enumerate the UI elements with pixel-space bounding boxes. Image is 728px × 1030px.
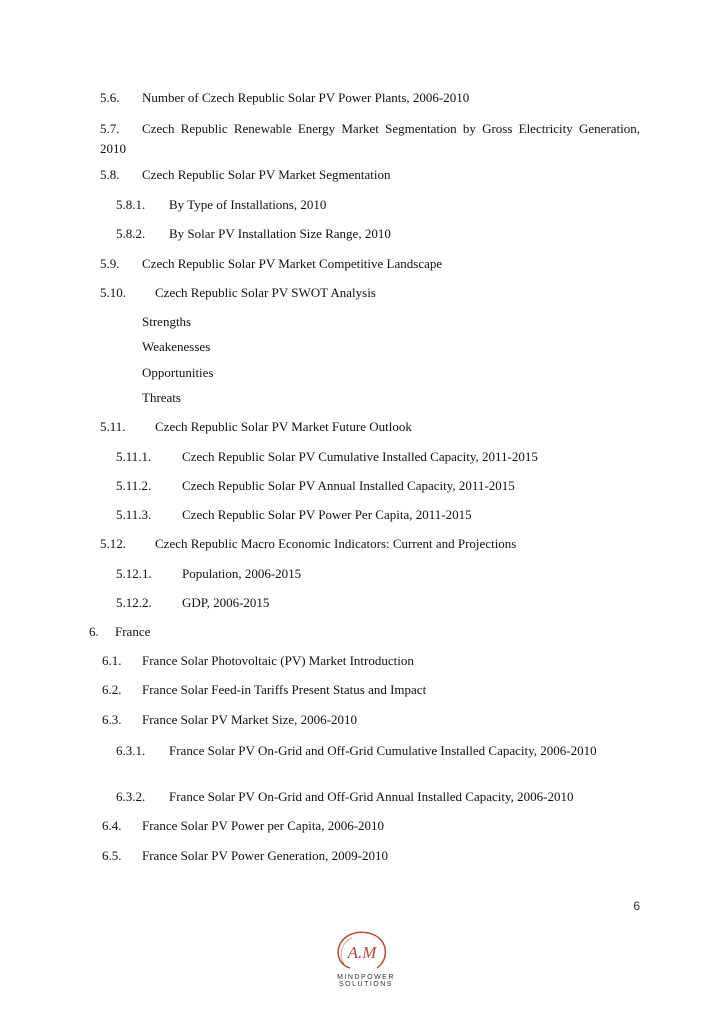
toc-entry-number: 5.11.1.: [116, 449, 152, 464]
toc-entry: [100, 256, 442, 272]
toc-subitem-title: Weakenesses: [142, 339, 211, 354]
toc-entry-number: 5.11.: [100, 419, 126, 434]
toc-entry-number: 6.2.: [102, 682, 122, 697]
toc-entry-title: Czech Republic Solar PV Market Future Outlook: [155, 419, 412, 434]
toc-entry-title: Czech Republic Solar PV Power Per Capita, 2011-2015: [182, 507, 472, 522]
company-logo: [330, 928, 394, 976]
toc-entry-title: France Solar PV On-Grid and Off-Grid Cumulative Installed Capacity, 2006-2010: [169, 743, 597, 758]
toc-entry-number: 5.8.: [100, 167, 120, 182]
toc-entry: [116, 566, 301, 582]
brand-name: MINDPOWER SOLUTIONS: [337, 974, 395, 988]
toc-entry-title: France Solar PV On-Grid and Off-Grid Annual Installed Capacity, 2006-2010: [169, 789, 574, 804]
toc-entry-title: France Solar Feed-in Tariffs Present Status and Impact: [142, 682, 427, 697]
toc-entry: [116, 507, 472, 523]
toc-subitem: [142, 390, 181, 406]
toc-entry-number: 5.12.2.: [116, 595, 152, 610]
toc-entry-number: 6.1.: [102, 653, 122, 668]
toc-entry: [116, 226, 391, 242]
toc-entry-number: 5.10.: [100, 285, 126, 300]
toc-entry-number: 6.3.2.: [116, 789, 146, 804]
toc-entry: [100, 119, 640, 159]
toc-entry-number: 6.3.1.: [116, 743, 146, 758]
toc-entry-number: 5.11.2.: [116, 478, 152, 493]
toc-entry: [102, 712, 357, 728]
toc-subitem-title: Opportunities: [142, 365, 214, 380]
toc-entry-title: France Solar Photovoltaic (PV) Market Introduction: [142, 653, 414, 668]
toc-entry-number: 5.8.2.: [116, 226, 146, 241]
toc-entry-number: 5.12.: [100, 536, 126, 551]
toc-entry-number: 6.4.: [102, 818, 122, 833]
toc-entry-title: France Solar PV Power per Capita, 2006-2010: [142, 818, 385, 833]
toc-entry: [102, 848, 388, 864]
toc-entry-number: 5.8.1.: [116, 197, 146, 212]
toc-entry: [116, 789, 574, 805]
toc-entry: [116, 449, 538, 465]
toc-entry-title: Population, 2006-2015: [182, 566, 302, 581]
toc-entry: [100, 419, 412, 435]
toc-chapter-title: France: [115, 624, 151, 639]
toc-entry: [100, 90, 469, 106]
toc-entry-title: Czech Republic Solar PV Annual Installed Capacity, 2011-2015: [182, 478, 515, 493]
toc-chapter: [89, 624, 150, 640]
toc-entry-title: France Solar PV Market Size, 2006-2010: [142, 712, 357, 727]
toc-entry-title: Czech Republic Solar PV Market Competitive Landscape: [142, 256, 443, 271]
toc-entry-title: Number of Czech Republic Solar PV Power Plants, 2006-2010: [142, 90, 470, 105]
toc-entry-title: By Solar PV Installation Size Range, 2010: [169, 226, 391, 241]
toc-subitem: [142, 314, 191, 330]
toc-entry-title: Czech Republic Solar PV Market Segmentation: [142, 167, 391, 182]
toc-entry-number: 6.3.: [102, 712, 122, 727]
toc-entry: [116, 197, 326, 213]
toc-subitem-title: Threats: [142, 390, 181, 405]
toc-entry-number: 5.7.: [100, 121, 120, 136]
toc-entry: [102, 818, 384, 834]
toc-subitem: [142, 365, 214, 381]
toc-entry-title: By Type of Installations, 2010: [169, 197, 327, 212]
toc-entry-title: Czech Republic Solar PV SWOT Analysis: [155, 285, 376, 300]
toc-chapter-number: 6.: [89, 624, 99, 639]
toc-entry-number: 5.6.: [100, 90, 120, 105]
toc-entry: [100, 167, 391, 183]
page-number: 6: [633, 899, 640, 913]
toc-entry: [116, 741, 640, 761]
toc-entry: [100, 536, 516, 552]
toc-entry-title: GDP, 2006-2015: [182, 595, 270, 610]
toc-entry-title: Czech Republic Renewable Energy Market Segmentation by Gross Electricity Generation, 2010: [100, 121, 640, 156]
toc-entry: [116, 478, 515, 494]
toc-entry-number: 5.9.: [100, 256, 120, 271]
toc-subitem-title: Strengths: [142, 314, 192, 329]
toc-entry-title: France Solar PV Power Generation, 2009-2010: [142, 848, 388, 863]
toc-entry-number: 6.5.: [102, 848, 122, 863]
toc-entry-number: 5.11.3.: [116, 507, 152, 522]
toc-entry-number: 5.12.1.: [116, 566, 152, 581]
logo-monogram: A.M: [347, 943, 377, 962]
toc-entry-title: Czech Republic Solar PV Cumulative Installed Capacity, 2011-2015: [182, 449, 538, 464]
toc-entry-title: Czech Republic Macro Economic Indicators: Current and Projections: [155, 536, 517, 551]
toc-entry: [102, 653, 414, 669]
toc-entry: [102, 682, 426, 698]
toc-entry: [100, 285, 376, 301]
toc-entry: [116, 595, 269, 611]
toc-subitem: [142, 339, 210, 355]
